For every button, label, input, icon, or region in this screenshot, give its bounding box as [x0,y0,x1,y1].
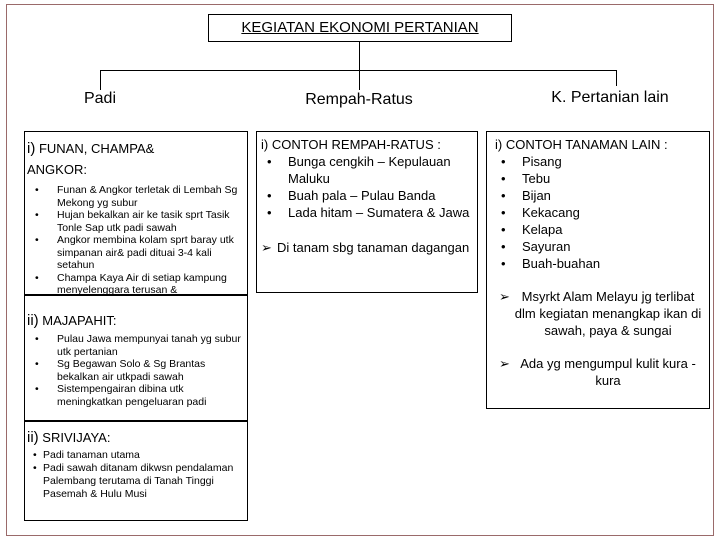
list-item: • Funan & Angkor terletak di Lembah Sg Mekong yg subur [27,184,247,209]
arrow-bullet-icon: ➢ [499,289,510,304]
section-title: ii) SRIVIJAYA: [27,429,111,446]
connector-horizontal [100,70,616,71]
padi-box-3 [24,421,248,521]
bullet-list [261,153,477,221]
list-item: • Buah pala – Pulau Banda [261,187,477,204]
list-item: • Buah-buahan [495,255,703,272]
list-item: • Angkor membina kolam sprt baray utk simpanan air& padi dituai 3-4 kali setahun [27,234,247,272]
list-item: • Pisang [495,153,703,170]
list-item: • Champa Kaya Air di setiap kampung menyelenggara terusan & [27,272,247,296]
rempah-intro: i) CONTOH REMPAH-RATUS : [261,137,441,152]
arrow-bullet-icon: ➢ [261,240,272,255]
bullet-list [27,449,247,501]
padi-box-2 [24,295,248,421]
list-item: • Padi sawah ditanam dikwsn pendalaman Palembang terutama di Tanah Tinggi Pasemah & Hulu Musi [27,462,247,501]
section-title: i) FUNAN, CHAMPA& [27,140,155,157]
bullet-list [27,184,247,295]
list-item: • Hujan bekalkan air ke tasik sprt Tasik Tonle Sap utk padi sawah [27,209,247,234]
list-item: • Bunga cengkih – Kepulauan Maluku [261,153,477,187]
arrow-item: ➢ Di tanam sbg tanaman dagangan [261,240,470,255]
arrow-item: ➢ Msyrkt Alam Melayu jg terlibat dlm kegiatan menangkap ikan di sawah, paya & sungai [499,289,702,338]
diagram-title: KEGIATAN EKONOMI PERTANIAN [208,14,512,42]
rempah-box [256,131,478,293]
section-title: ii) MAJAPAHIT: [27,312,117,329]
list-item: • Bijan [495,187,703,204]
section-title-cont: ANGKOR: [27,162,87,177]
list-item: • Sayuran [495,238,703,255]
list-item: • Kekacang [495,204,703,221]
lain-box [486,131,710,409]
list-item: • Pulau Jawa mempunyai tanah yg subur utk pertanian [27,333,247,358]
list-item: • Sistempengairan dibina utk meningkatkan pengeluaran padi [27,383,247,408]
heading-pertanian-lain: K. Pertanian lain [551,89,669,106]
bullet-list [27,333,247,408]
list-item: • Tebu [495,170,703,187]
list-item: • Padi tanaman utama [27,449,247,462]
arrow-bullet-icon: ➢ [499,356,510,371]
connector-lain [616,70,617,86]
list-item: • Kelapa [495,221,703,238]
list-item: • Lada hitam – Sumatera & Jawa [261,204,477,221]
lain-intro: i) CONTOH TANAMAN LAIN : [495,137,668,152]
padi-box-1 [24,131,248,295]
connector-rempah [359,70,360,90]
list-item: • Sg Begawan Solo & Sg Brantas bekalkan air utkpadi sawah [27,358,247,383]
bullet-list [495,153,703,272]
heading-rempah-ratus: Rempah-Ratus [305,91,413,108]
connector-vertical-main [359,42,360,70]
connector-padi [100,70,101,90]
arrow-item: ➢ Ada yg mengumpul kulit kura -kura [499,356,696,388]
heading-padi: Padi [83,90,117,107]
